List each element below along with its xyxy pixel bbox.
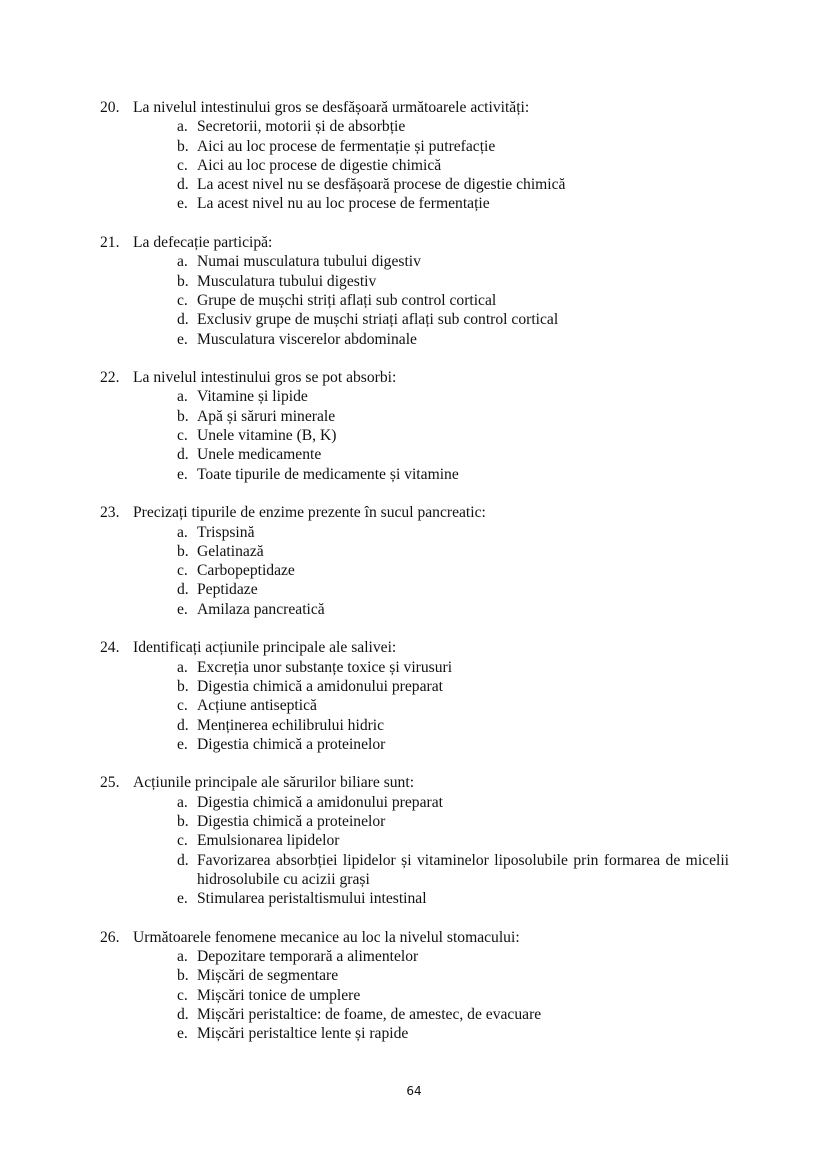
option-text: La acest nivel nu au loc procese de fermentație xyxy=(197,195,490,213)
option-letter: b. xyxy=(177,272,189,290)
option-letter: c. xyxy=(177,291,188,309)
question-number: 26. xyxy=(100,928,120,946)
option-text: Mișcări peristaltice: de foame, de amestec, de evacuare xyxy=(197,1005,542,1023)
question-text: La nivelul intestinului gros se pot absorbi: xyxy=(133,369,397,387)
option-text: Menținerea echilibrului hidric xyxy=(197,716,385,734)
question xyxy=(100,98,740,214)
option-letter: b. xyxy=(177,542,189,560)
option-text: Carbopeptidaze xyxy=(197,562,295,580)
option-list xyxy=(100,793,740,909)
option xyxy=(177,716,740,735)
option xyxy=(177,831,740,850)
option-letter: b. xyxy=(177,967,189,985)
question xyxy=(100,638,740,754)
option-text: Apă și săruri minerale xyxy=(197,407,336,425)
option xyxy=(177,1024,740,1043)
option-text: Trispsină xyxy=(197,523,255,541)
question-number: 20. xyxy=(100,99,120,116)
question-number: 22. xyxy=(100,369,120,387)
option xyxy=(177,793,740,812)
question-text: La nivelul intestinului gros se desfășoară următoarele activități: xyxy=(133,99,530,116)
option xyxy=(177,735,740,754)
option-text: Emulsionarea lipidelor xyxy=(197,832,340,850)
option-letter: d. xyxy=(177,1005,189,1023)
option-text: Digestia chimică a amidonului preparat xyxy=(197,793,443,811)
option xyxy=(177,445,740,464)
option-text: Favorizarea absorbției lipidelor și vitaminelor liposolubile prin formarea de micelii hidrosolubile cu acizii grași xyxy=(197,851,729,888)
option-text: Digestia chimică a amidonului preparat xyxy=(197,677,443,695)
option xyxy=(177,523,740,542)
option-text: Amilaza pancreatică xyxy=(197,600,325,618)
question-stem xyxy=(100,503,740,522)
option-letter: a. xyxy=(177,793,188,811)
option xyxy=(177,696,740,715)
option-letter: e. xyxy=(177,1025,188,1043)
option-text: Vitamine și lipide xyxy=(197,388,308,406)
option xyxy=(177,986,740,1005)
option-letter: b. xyxy=(177,137,189,155)
option-letter: c. xyxy=(177,832,188,850)
option xyxy=(177,252,740,271)
question xyxy=(100,773,740,908)
option xyxy=(177,426,740,445)
option-text: Mișcări peristaltice lente și rapide xyxy=(197,1025,409,1043)
option-text: Musculatura viscerelor abdominale xyxy=(197,330,417,348)
option xyxy=(177,137,740,156)
page-number: 64 xyxy=(406,1084,422,1098)
option-text: Peptidaze xyxy=(197,581,258,599)
option-letter: a. xyxy=(177,523,188,541)
option xyxy=(177,658,740,677)
option-text: Digestia chimică a proteinelor xyxy=(197,735,386,753)
option-text: Excreția unor substanțe toxice și virusuri xyxy=(197,658,453,676)
question xyxy=(100,503,740,619)
option-letter: e. xyxy=(177,735,188,753)
option-text: Exclusiv grupe de mușchi striați aflați sub control cortical xyxy=(197,311,559,329)
option-letter: a. xyxy=(177,253,188,271)
option-list xyxy=(100,947,740,1043)
option-letter: c. xyxy=(177,986,188,1004)
option xyxy=(177,889,740,908)
option-text: Unele vitamine (B, K) xyxy=(197,427,337,445)
option xyxy=(177,310,740,329)
option-text: Unele medicamente xyxy=(197,446,322,464)
option-list xyxy=(100,252,740,348)
option xyxy=(177,966,740,985)
option-text: La acest nivel nu se desfășoară procese de digestie chimică xyxy=(197,176,566,194)
option-text: Grupe de mușchi striți aflați sub control cortical xyxy=(197,291,497,309)
question xyxy=(100,368,740,484)
question-number: 21. xyxy=(100,234,120,252)
option-text: Secretorii, motorii și de absorbție xyxy=(197,118,406,136)
option xyxy=(177,194,740,213)
option-letter: a. xyxy=(177,388,188,406)
option-text: Aici au loc procese de fermentație și putrefacție xyxy=(197,137,496,155)
question xyxy=(100,928,740,1044)
option-letter: d. xyxy=(177,446,189,464)
option-letter: e. xyxy=(177,195,188,213)
option-text: Gelatinază xyxy=(197,542,264,560)
option-list xyxy=(100,387,740,483)
option xyxy=(177,117,740,136)
question-text: Acțiunile principale ale sărurilor biliare sunt: xyxy=(133,774,415,792)
option xyxy=(177,407,740,426)
option xyxy=(177,156,740,175)
option xyxy=(177,947,740,966)
option-letter: e. xyxy=(177,600,188,618)
question-text: Precizați tipurile de enzime prezente în sucul pancreatic: xyxy=(133,504,486,522)
option-list xyxy=(100,658,740,754)
option-letter: d. xyxy=(177,851,189,869)
option-text: Acțiune antiseptică xyxy=(197,697,317,715)
question-number: 23. xyxy=(100,504,120,522)
question-stem xyxy=(100,368,740,387)
option-text: Numai musculatura tubului digestiv xyxy=(197,253,421,271)
option xyxy=(177,542,740,561)
option-letter: e. xyxy=(177,890,188,908)
question-stem xyxy=(100,928,740,947)
option-letter: c. xyxy=(177,427,188,445)
option xyxy=(177,561,740,580)
option-text: Digestia chimică a proteinelor xyxy=(197,812,386,830)
option xyxy=(177,175,740,194)
option-text: Depozitare temporară a alimentelor xyxy=(197,948,419,966)
option-text: Aici au loc procese de digestie chimică xyxy=(197,156,442,174)
option xyxy=(177,851,740,890)
question-list xyxy=(100,98,740,1063)
option-letter: a. xyxy=(177,948,188,966)
option-text: Stimularea peristaltismului intestinal xyxy=(197,890,427,908)
option-letter: e. xyxy=(177,330,188,348)
option-letter: a. xyxy=(177,658,188,676)
option-letter: c. xyxy=(177,697,188,715)
question-stem xyxy=(100,638,740,657)
option xyxy=(177,1005,740,1024)
question-number: 24. xyxy=(100,639,120,657)
option-letter: b. xyxy=(177,407,189,425)
question-stem xyxy=(100,98,740,117)
option-list xyxy=(100,523,740,619)
question-text: Următoarele fenomene mecanice au loc la nivelul stomacului: xyxy=(133,928,520,946)
option-letter: b. xyxy=(177,677,189,695)
option-text: Mișcări de segmentare xyxy=(197,967,339,985)
option xyxy=(177,580,740,599)
option-text: Toate tipurile de medicamente și vitamine xyxy=(197,465,459,483)
question-number: 25. xyxy=(100,774,120,792)
option xyxy=(177,600,740,619)
option-letter: d. xyxy=(177,311,189,329)
option xyxy=(177,677,740,696)
option-letter: b. xyxy=(177,812,189,830)
option xyxy=(177,387,740,406)
option-letter: c. xyxy=(177,562,188,580)
option-letter: d. xyxy=(177,716,189,734)
option xyxy=(177,330,740,349)
option xyxy=(177,291,740,310)
option-letter: d. xyxy=(177,176,189,194)
question-stem xyxy=(100,773,740,792)
question-text: La defecație participă: xyxy=(133,234,273,252)
option-letter: d. xyxy=(177,581,189,599)
question-stem xyxy=(100,233,740,252)
option-text: Musculatura tubului digestiv xyxy=(197,272,377,290)
question xyxy=(100,233,740,349)
option xyxy=(177,272,740,291)
option-letter: e. xyxy=(177,465,188,483)
question-text: Identificați acțiunile principale ale salivei: xyxy=(133,639,397,657)
option-text: Mișcări tonice de umplere xyxy=(197,986,361,1004)
option-letter: c. xyxy=(177,156,188,174)
option-list xyxy=(100,117,740,213)
option xyxy=(177,465,740,484)
option-letter: a. xyxy=(177,118,188,136)
option xyxy=(177,812,740,831)
